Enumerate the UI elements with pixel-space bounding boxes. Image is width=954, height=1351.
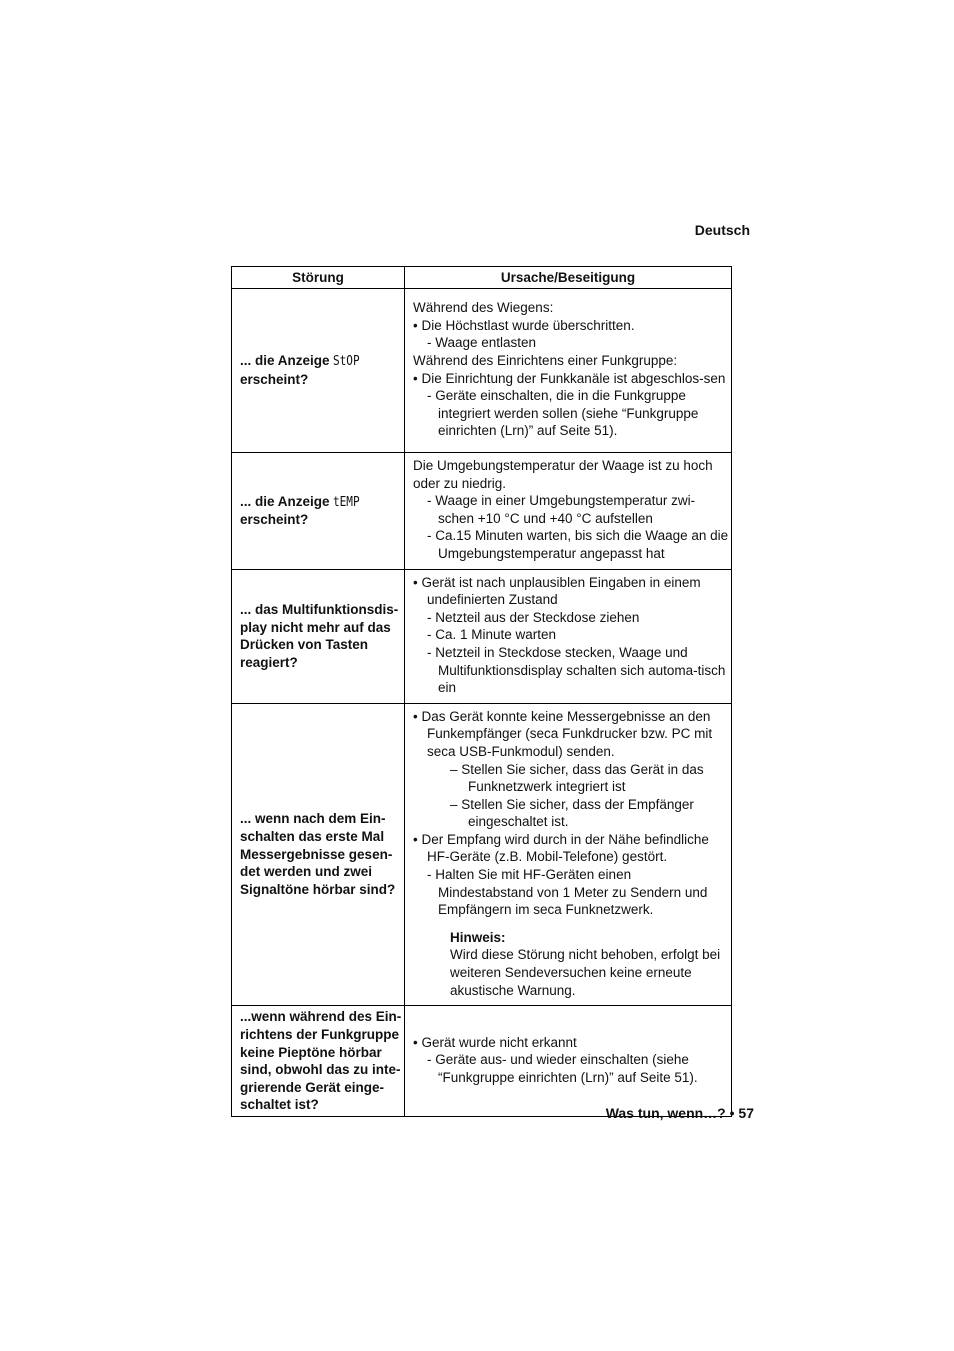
fault-question-text: ... die Anzeige: [240, 353, 330, 369]
table-row: [232, 289, 732, 453]
troubleshooting-table: [231, 266, 732, 1117]
remedy-line: Während des Wiegens:: [413, 300, 554, 316]
fault-question-text: ... wenn nach dem Ein-schalten das erste Mal Messergebnisse gesen-det werden und zwei Signaltöne hörbar sind?: [240, 811, 396, 897]
table-row: [232, 1006, 732, 1117]
fault-question: [232, 289, 405, 453]
cause-remedy: [405, 453, 732, 570]
cause-remedy: [405, 703, 732, 1006]
cause-remedy: [405, 569, 732, 703]
table-row: [232, 703, 732, 1006]
fault-question-text: erscheint?: [240, 372, 309, 387]
remedy-line: - Halten Sie mit HF-Geräten einen Mindestabstand von 1 Meter zu Sendern und Empfängern im seca Funknetzwerk.: [427, 867, 708, 918]
remedy-line: – Stellen Sie sicher, dass der Empfänger eingeschaltet ist.: [450, 796, 694, 830]
remedy-line: - Ca.15 Minuten warten, bis sich die Waage an die Umgebungstemperatur angepasst hat: [427, 528, 729, 561]
fault-question-text: ...wenn während des Ein-richtens der Funkgruppe keine Pieptöne hörbar sind, obwohl das zu inte-grierende Gerät einge-schaltet ist?: [240, 1009, 402, 1113]
remedy-line: - Netzteil in Steckdose stecken, Waage und Multifunktionsdisplay schalten sich automa-tisch ein: [427, 644, 726, 696]
remedy-line: Die Umgebungstemperatur der Waage ist zu hoch oder zu niedrig.: [413, 458, 713, 491]
table-row: [232, 453, 732, 570]
remedy-line: - Geräte einschalten, die in die Funkgruppe integriert werden sollen (siehe “Funkgruppe einrichten (Lrn)” auf Seite 51).: [427, 388, 699, 439]
display-code: StOP: [333, 354, 360, 370]
remedy-line: • Gerät ist nach unplausiblen Eingaben in einem undefinierten Zustand: [413, 574, 701, 608]
remedy-line: • Der Empfang wird durch in der Nähe befindliche HF-Geräte (z.B. Mobil-Telefone) gestört.: [413, 831, 709, 865]
remedy-line: • Die Einrichtung der Funkkanäle ist abgeschlos-sen: [413, 370, 726, 386]
display-code: tEMP: [333, 494, 360, 510]
cause-remedy: [405, 289, 732, 453]
note-text: Wird diese Störung nicht behoben, erfolgt bei weiteren Sendeversuchen keine erneute akustische Warnung.: [450, 947, 721, 998]
remedy-line: - Ca. 1 Minute warten: [427, 627, 557, 643]
fault-question-text: erscheint?: [240, 512, 309, 528]
column-header-stoerung: Störung: [232, 267, 405, 289]
remedy-line: • Gerät wurde nicht erkannt: [413, 1034, 577, 1050]
note-title: Hinweis:: [450, 929, 506, 945]
fault-question: [232, 569, 405, 703]
remedy-line: - Waage in einer Umgebungstemperatur zwi-schen +10 °C und +40 °C aufstellen: [427, 493, 696, 526]
remedy-line: – Stellen Sie sicher, dass das Gerät in das Funknetzwerk integriert ist: [450, 761, 704, 795]
page-footer: Was tun, wenn…? • 57: [605, 1105, 754, 1121]
fault-question-text: ... das Multifunktionsdis-play nicht mehr auf das Drücken von Tasten reagiert?: [240, 601, 399, 670]
fault-question: [232, 1006, 405, 1117]
remedy-line: - Waage entlasten: [427, 335, 537, 351]
fault-question: [232, 703, 405, 1006]
language-label: Deutsch: [694, 222, 750, 238]
remedy-line: - Netzteil aus der Steckdose ziehen: [427, 609, 640, 625]
remedy-line: - Geräte aus- und wieder einschalten (siehe “Funkgruppe einrichten (Lrn)” auf Seite 51).: [427, 1052, 698, 1086]
column-header-ursache: Ursache/Beseitigung: [405, 267, 732, 289]
remedy-line: • Das Gerät konnte keine Messergebnisse an den Funkempfänger (seca Funkdrucker bzw. PC mit seca USB-Funkmodul) senden.: [413, 708, 713, 759]
table-row: [232, 569, 732, 703]
remedy-line: • Die Höchstlast wurde überschritten.: [413, 317, 635, 333]
remedy-line: Während des Einrichtens einer Funkgruppe:: [413, 352, 678, 368]
fault-question-text: ... die Anzeige: [240, 493, 330, 509]
fault-question: [232, 453, 405, 570]
cause-remedy: [405, 1006, 732, 1117]
table-header-row: [232, 267, 732, 289]
